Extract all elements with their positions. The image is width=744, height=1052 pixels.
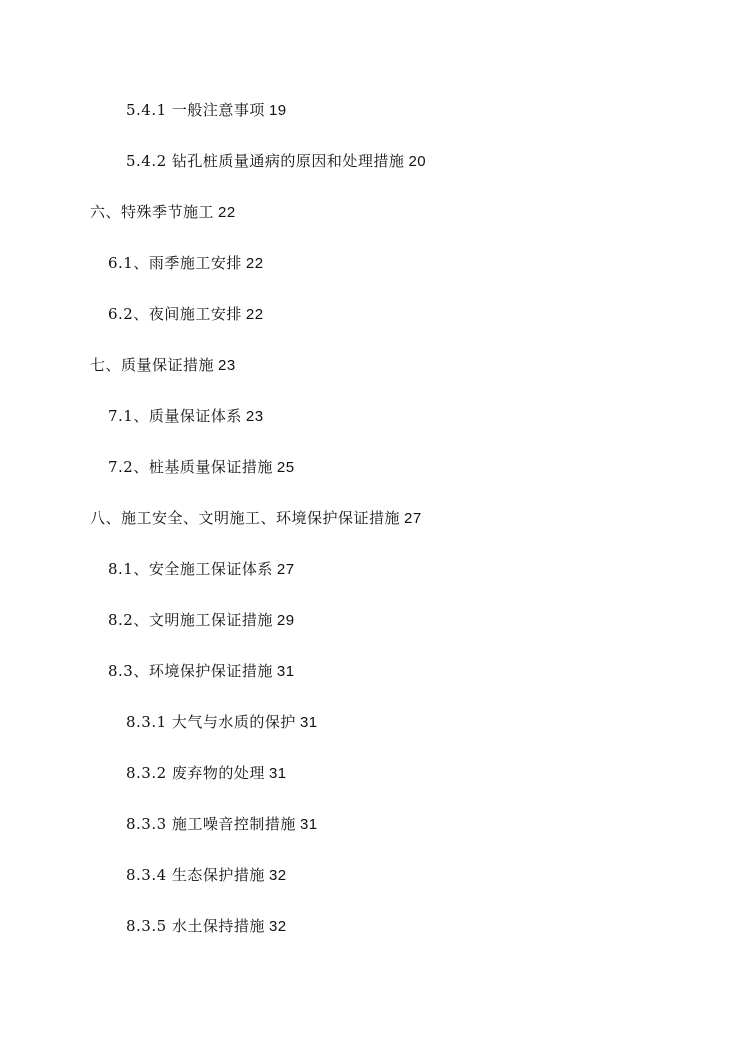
toc-entry-title: 8.2、文明施工保证措施 — [108, 611, 273, 629]
toc-entry-title: 6.2、夜间施工安排 — [108, 305, 242, 323]
toc-entry-page: 19 — [268, 102, 287, 119]
toc-entry-page: 31 — [299, 714, 318, 731]
toc-entry-8-3-2 — [126, 763, 287, 784]
toc-entry-title: 八、施工安全、文明施工、环境保护保证措施 — [90, 509, 401, 527]
toc-entry-page: 25 — [276, 459, 295, 476]
toc-entry-title: 8.3.1 大气与水质的保护 — [126, 713, 296, 731]
toc-entry-5-4-1 — [126, 100, 287, 121]
toc-entry-8-3-3 — [126, 814, 318, 835]
toc-entry-page: 31 — [299, 816, 318, 833]
toc-entry-5-4-2 — [126, 151, 426, 172]
toc-entry-page: 22 — [245, 255, 264, 272]
toc-entry-title: 8.3.4 生态保护措施 — [126, 866, 265, 884]
toc-entry-title: 8.1、安全施工保证体系 — [108, 560, 273, 578]
toc-entry-page: 31 — [268, 765, 287, 782]
toc-entry-page: 32 — [268, 918, 287, 935]
toc-entry-chapter-8 — [90, 508, 422, 529]
toc-entry-title: 8.3.5 水土保持措施 — [126, 917, 265, 935]
toc-entry-title: 8.3.3 施工噪音控制措施 — [126, 815, 296, 833]
toc-entry-chapter-7 — [90, 355, 236, 376]
toc-entry-page: 23 — [218, 357, 236, 374]
toc-entry-title: 8.3.2 废弃物的处理 — [126, 764, 265, 782]
toc-entry-page: 31 — [276, 663, 295, 680]
toc-entry-title: 6.1、雨季施工安排 — [108, 254, 242, 272]
toc-entry-8-1 — [108, 559, 295, 580]
toc-entry-title: 5.4.2 钻孔桩质量通病的原因和处理措施 — [126, 152, 405, 170]
toc-entry-page: 20 — [408, 153, 427, 170]
toc-entry-page: 23 — [245, 408, 264, 425]
toc-entry-title: 六、特殊季节施工 — [90, 203, 215, 221]
toc-entry-7-1 — [108, 406, 264, 427]
toc-entry-8-3-1 — [126, 712, 318, 733]
toc-entry-page: 22 — [218, 204, 236, 221]
toc-entry-page: 27 — [276, 561, 295, 578]
toc-entry-6-1 — [108, 253, 264, 274]
toc-entry-title: 7.1、质量保证体系 — [108, 407, 242, 425]
toc-entry-8-3-4 — [126, 865, 287, 886]
toc-entry-8-2 — [108, 610, 295, 631]
toc-entry-page: 22 — [245, 306, 264, 323]
toc-entry-title: 8.3、环境保护保证措施 — [108, 662, 273, 680]
toc-entry-title: 七、质量保证措施 — [90, 356, 215, 374]
toc-entry-chapter-6 — [90, 202, 236, 223]
toc-entry-7-2 — [108, 457, 295, 478]
toc-entry-8-3-5 — [126, 916, 287, 937]
toc-entry-title: 5.4.1 一般注意事项 — [126, 101, 265, 119]
toc-entry-6-2 — [108, 304, 264, 325]
toc-entry-page: 32 — [268, 867, 287, 884]
toc-entry-page: 29 — [276, 612, 295, 629]
toc-entry-8-3 — [108, 661, 295, 682]
toc-entry-title: 7.2、桩基质量保证措施 — [108, 458, 273, 476]
toc-entry-page: 27 — [404, 510, 422, 527]
